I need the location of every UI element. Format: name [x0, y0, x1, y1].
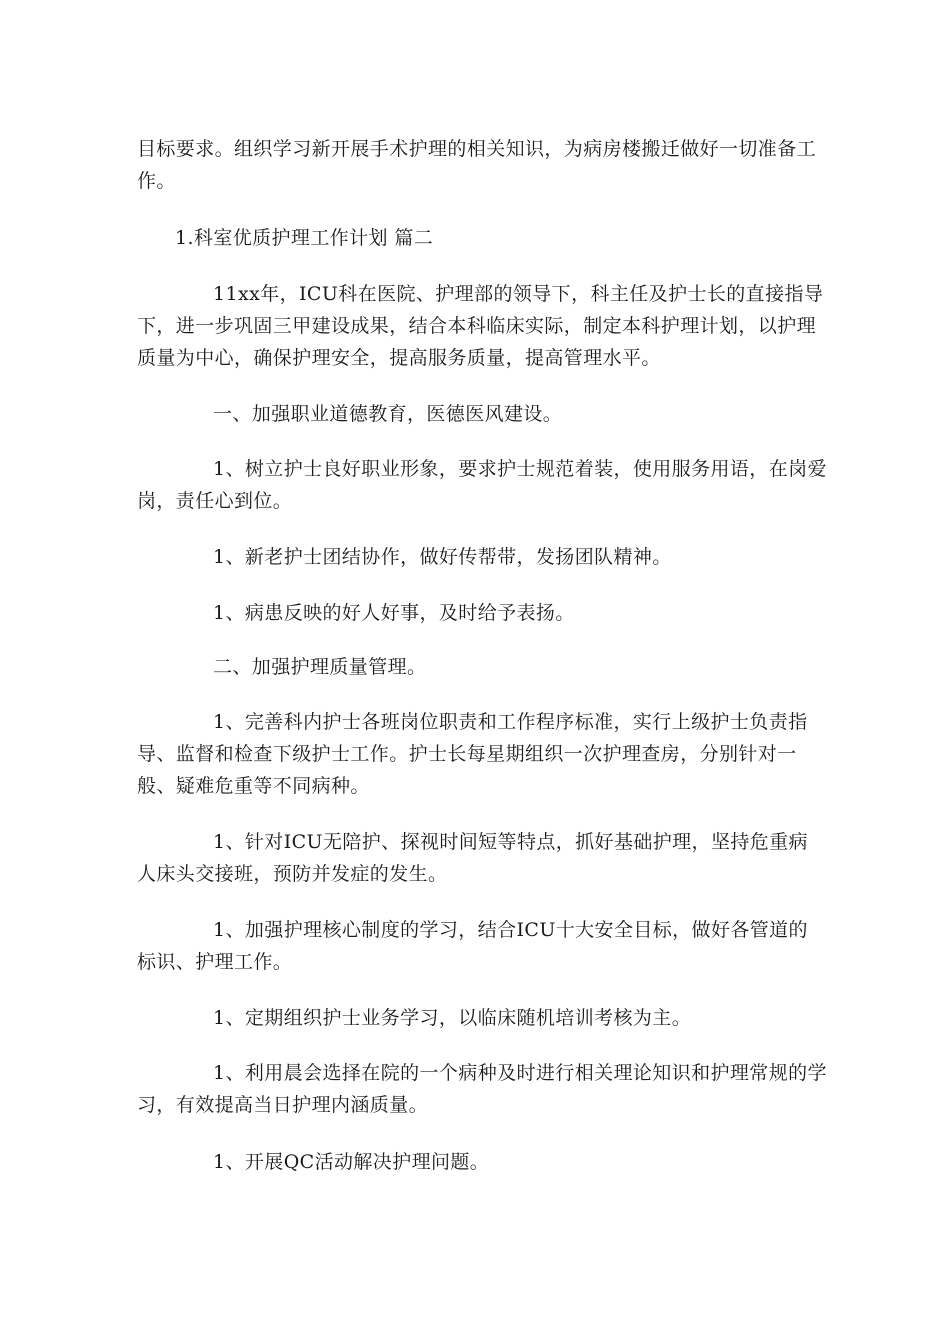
list-item: 1、针对ICU无陪护、探视时间短等特点，抓好基础护理，坚持危重病人床头交接班，预防并发症的发生。	[137, 831, 808, 885]
list-item: 1、加强护理核心制度的学习，结合ICU十大安全目标，做好各管道的标识、护理工作。	[137, 919, 808, 973]
list-item: 1、新老护士团结协作，做好传帮带，发扬团队精神。	[213, 546, 672, 568]
section-heading: 1.科室优质护理工作计划 篇二	[175, 227, 434, 249]
list-item: 1、利用晨会选择在院的一个病种及时进行相关理论知识和护理常规的学习，有效提高当日护理内涵质量。	[137, 1062, 827, 1116]
paragraph-overview: 11xx年，ICU科在医院、护理部的领导下，科主任及护士长的直接指导下，进一步巩固三甲建设成果，结合本科临床实际，制定本科护理计划，以护理质量为中心，确保护理安全，提高服务质量，提高管理水平。	[137, 283, 824, 369]
paragraph-intro: 目标要求。组织学习新开展手术护理的相关知识，为病房楼搬迁做好一切准备工作。	[137, 138, 817, 192]
list-item: 1、开展QC活动解决护理问题。	[213, 1151, 490, 1173]
subheading-ethics: 一、加强职业道德教育，医德医风建设。	[213, 403, 563, 425]
list-item: 1、病患反映的好人好事，及时给予表扬。	[213, 602, 575, 624]
list-item: 1、树立护士良好职业形象，要求护士规范着装，使用服务用语，在岗爱岗，责任心到位。	[137, 458, 827, 512]
list-item: 1、完善科内护士各班岗位职责和工作程序标准，实行上级护士负责指导、监督和检查下级护士工作。护士长每星期组织一次护理查房，分别针对一般、疑难危重等不同病种。	[137, 711, 808, 797]
subheading-quality: 二、加强护理质量管理。	[213, 656, 427, 678]
list-item: 1、定期组织护士业务学习，以临床随机培训考核为主。	[213, 1007, 692, 1029]
